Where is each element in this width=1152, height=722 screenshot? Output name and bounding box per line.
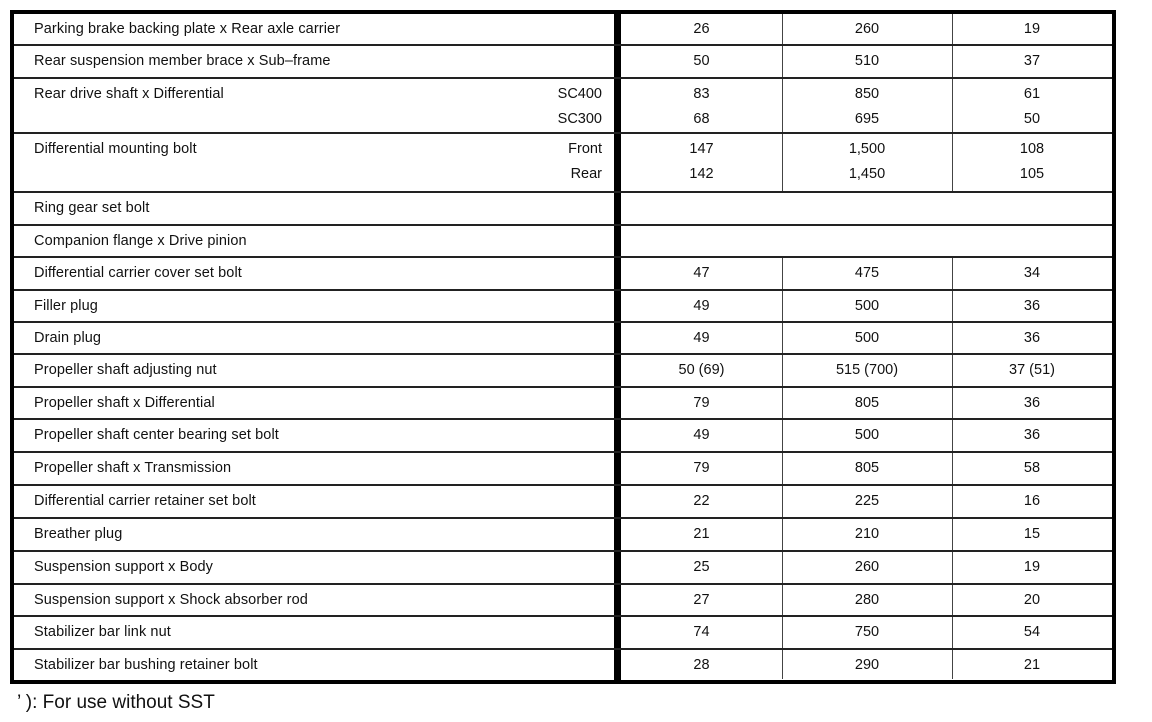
value-cell: 1,450 xyxy=(848,166,886,182)
row-label: Ring gear set bolt xyxy=(34,200,150,216)
row-label: Breather plug xyxy=(34,526,123,542)
value-cell: 54 xyxy=(1023,624,1041,640)
row-label: Rear suspension member brace x Sub–frame xyxy=(34,53,331,69)
row-label: Propeller shaft adjusting nut xyxy=(34,362,217,378)
value-cell: 260 xyxy=(854,559,880,575)
value-cell: 83 xyxy=(693,86,710,102)
table-row xyxy=(14,388,1112,420)
table-row xyxy=(14,134,1112,193)
value-cell: 68 xyxy=(693,111,710,127)
table-row xyxy=(14,355,1112,388)
table-row xyxy=(14,79,1112,134)
value-cell: 21 xyxy=(1023,657,1041,673)
torque-spec-table xyxy=(10,10,1116,684)
row-label: Differential mounting bolt xyxy=(34,141,197,157)
table-row xyxy=(14,420,1112,453)
table-row xyxy=(14,226,1112,258)
value-cell: 49 xyxy=(693,427,710,443)
value-cell: 50 (69) xyxy=(678,362,725,378)
row-label: Stabilizer bar link nut xyxy=(34,624,171,640)
value-cell: 805 xyxy=(854,395,880,411)
table-row xyxy=(14,291,1112,323)
row-variant-label: Front xyxy=(568,141,602,157)
row-label: Suspension support x Shock absorber rod xyxy=(34,592,308,608)
row-variant-label: SC400 xyxy=(557,86,602,102)
value-cell: 210 xyxy=(854,526,880,542)
value-cell: 34 xyxy=(1023,265,1041,281)
value-cell: 142 xyxy=(689,166,714,182)
row-label: Propeller shaft x Transmission xyxy=(34,460,232,476)
row-label: Filler plug xyxy=(34,298,98,314)
value-cell: 695 xyxy=(854,111,880,127)
value-cell: 19 xyxy=(1023,559,1041,575)
value-cell: 850 xyxy=(854,86,880,102)
value-cell: 37 xyxy=(1023,53,1041,69)
value-cell: 500 xyxy=(854,330,880,346)
value-cell: 79 xyxy=(693,460,710,476)
table-row xyxy=(14,193,1112,226)
table-row xyxy=(14,46,1112,79)
value-cell: 50 xyxy=(693,53,710,69)
value-cell: 500 xyxy=(854,427,880,443)
value-cell: 36 xyxy=(1023,427,1041,443)
value-cell: 15 xyxy=(1023,526,1041,542)
row-label: Companion flange x Drive pinion xyxy=(34,233,247,249)
value-cell: 36 xyxy=(1023,298,1041,314)
value-cell: 27 xyxy=(693,592,710,608)
row-label: Rear drive shaft x Differential xyxy=(34,86,224,102)
value-cell: 74 xyxy=(693,624,710,640)
row-label: Differential carrier retainer set bolt xyxy=(34,493,256,509)
table-row xyxy=(14,258,1112,291)
value-cell: 37 (51) xyxy=(1009,362,1055,378)
row-variant-label: Rear xyxy=(570,166,602,182)
value-cell: 225 xyxy=(854,493,880,509)
value-cell: 105 xyxy=(1019,166,1045,182)
value-cell: 50 xyxy=(1023,111,1041,127)
value-cell: 500 xyxy=(854,298,880,314)
value-cell: 750 xyxy=(854,624,880,640)
value-cell: 510 xyxy=(854,53,880,69)
value-cell: 25 xyxy=(693,559,710,575)
value-cell: 79 xyxy=(693,395,710,411)
value-cell: 290 xyxy=(854,657,880,673)
table-row xyxy=(14,323,1112,355)
row-label: Drain plug xyxy=(34,330,102,346)
value-cell: 61 xyxy=(1023,86,1041,102)
row-label: Propeller shaft x Differential xyxy=(34,395,215,411)
value-cell: 805 xyxy=(854,460,880,476)
value-cell: 147 xyxy=(689,141,714,157)
value-cell: 26 xyxy=(693,21,710,37)
table-row xyxy=(14,650,1112,679)
value-cell: 36 xyxy=(1023,395,1041,411)
value-cell: 475 xyxy=(854,265,880,281)
value-cell: 515 (700) xyxy=(835,362,899,378)
table-row xyxy=(14,14,1112,46)
footnote: ’ ): For use without SST xyxy=(17,692,215,713)
row-label: Differential carrier cover set bolt xyxy=(34,265,242,281)
row-label: Propeller shaft center bearing set bolt xyxy=(34,427,279,443)
table-row xyxy=(14,552,1112,585)
value-cell: 108 xyxy=(1019,141,1045,157)
value-cell: 47 xyxy=(693,265,710,281)
table-row xyxy=(14,486,1112,519)
value-cell: 22 xyxy=(693,493,710,509)
value-cell: 280 xyxy=(854,592,880,608)
value-cell: 260 xyxy=(854,21,880,37)
row-label: Parking brake backing plate x Rear axle carrier xyxy=(34,21,341,37)
value-cell: 36 xyxy=(1023,330,1041,346)
value-cell: 28 xyxy=(693,657,710,673)
value-cell: 49 xyxy=(693,330,710,346)
table-row xyxy=(14,617,1112,650)
value-cell: 58 xyxy=(1023,460,1041,476)
value-cell: 20 xyxy=(1023,592,1041,608)
table-row xyxy=(14,585,1112,617)
table-row xyxy=(14,453,1112,486)
value-cell: 19 xyxy=(1023,21,1041,37)
value-cell: 21 xyxy=(693,526,710,542)
value-cell: 1,500 xyxy=(848,141,886,157)
row-label: Stabilizer bar bushing retainer bolt xyxy=(34,657,258,673)
row-label: Suspension support x Body xyxy=(34,559,214,575)
value-cell: 49 xyxy=(693,298,710,314)
row-variant-label: SC300 xyxy=(557,111,602,127)
table-row xyxy=(14,519,1112,552)
value-cell: 16 xyxy=(1023,493,1041,509)
